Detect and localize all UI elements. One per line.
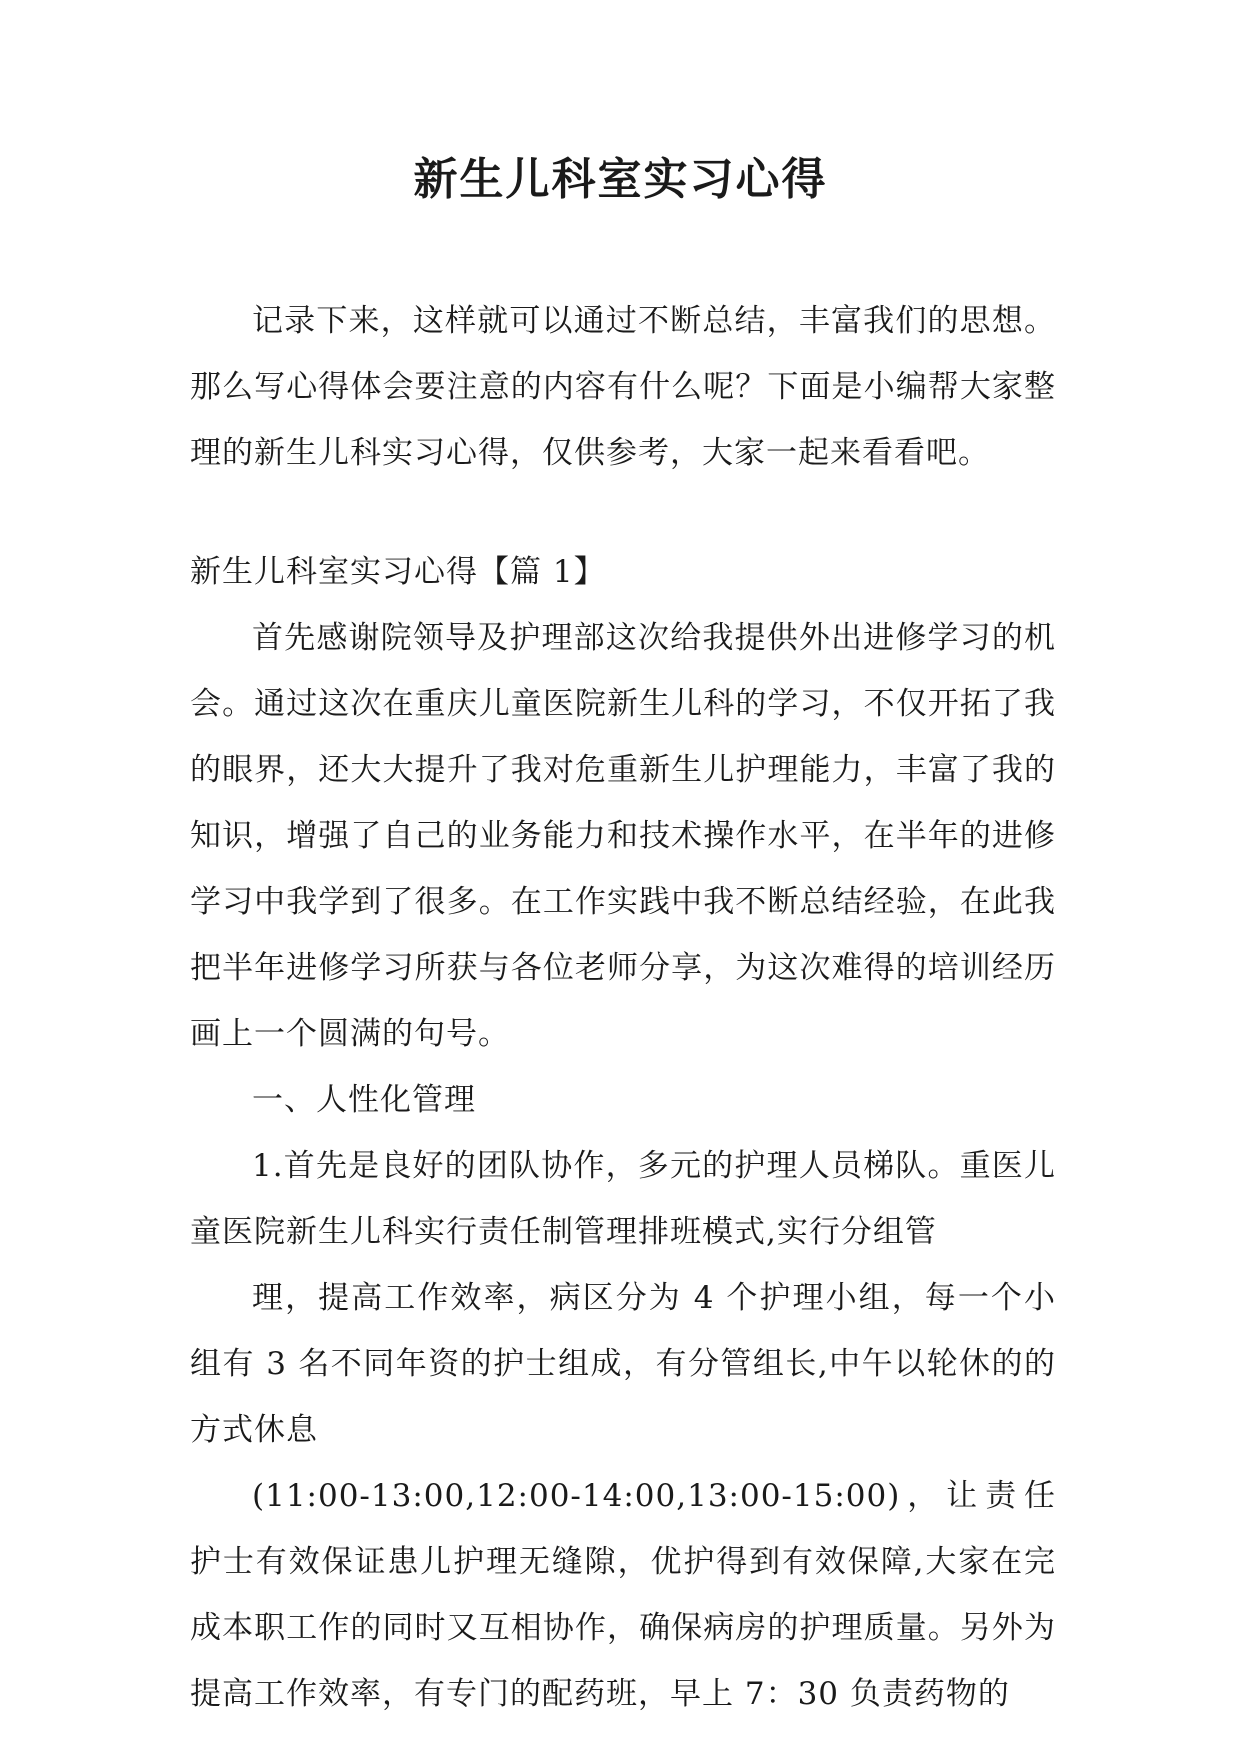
body-paragraph-1: 首先感谢院领导及护理部这次给我提供外出进修学习的机会。通过这次在重庆儿童医院新生儿科的学习，不仅开拓了我的眼界，还大大提升了我对危重新生儿护理能力，丰富了我的知识，增强了自己的业务能力和技术操作水平，在半年的进修学习中我学到了很多。在工作实践中我不断总结经验，在此我把半年进修学习所获与各位老师分享，为这次难得的培训经历画上一个圆满的句号。 (190, 620, 1056, 1052)
body-paragraph-3: 理，提高工作效率，病区分为 4 个护理小组，每一个小组有 3 名不同年资的护士组成，有分管组长,中午以轮休的的方式休息 (190, 1280, 1056, 1448)
document-body (190, 288, 1056, 1727)
body-paragraph-4: (11:00-13:00,12:00-14:00,13:00-15:00)，让责任护士有效保证患儿护理无缝隙，优护得到有效保障,大家在完成本职工作的同时又互相协作，确保病房的护理质量。另外为提高工作效率，有专门的配药班，早上 7：30 负责药物的 (190, 1478, 1056, 1712)
document-title: 新生儿科室实习心得 (413, 154, 828, 205)
section-heading: 新生儿科室实习心得【篇 1】 (190, 554, 606, 590)
subheading-humanized-management: 一、人性化管理 (252, 1082, 476, 1118)
body-paragraph-2: 1.首先是良好的团队协作，多元的护理人员梯队。重医儿童医院新生儿科实行责任制管理排班模式,实行分组管 (190, 1148, 1056, 1250)
intro-paragraph: 记录下来，这样就可以通过不断总结，丰富我们的思想。那么写心得体会要注意的内容有什么呢？下面是小编帮大家整理的新生儿科实习心得，仅供参考，大家一起来看看吧。 (190, 303, 1056, 471)
